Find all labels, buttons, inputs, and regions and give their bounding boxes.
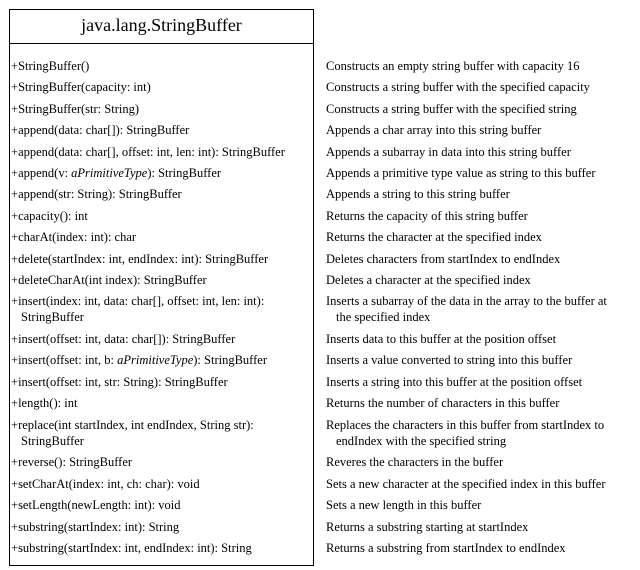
method-signature: +setLength(newLength: int): void (11, 498, 181, 513)
method-signature: +substring(startIndex: int, endIndex: int): String (11, 541, 252, 556)
method-description: Constructs a string buffer with the specified string (326, 101, 577, 116)
method-description: Inserts a value converted to string into this buffer (326, 353, 573, 368)
method-signature: +append(data: char[]): StringBuffer (11, 123, 190, 138)
method-description: Appends a char array into this string buffer (326, 123, 542, 138)
method-description: Deletes a character at the specified index (326, 272, 531, 287)
method-signature: +insert(offset: int, b: aPrimitiveType): StringBuffer (11, 353, 267, 368)
method-description: Returns the number of characters in this buffer (326, 396, 560, 411)
method-signature: +substring(startIndex: int): String (11, 519, 180, 534)
method-signature: +append(str: String): StringBuffer (11, 187, 182, 202)
method-signature: +length(): int (11, 396, 78, 411)
method-description: Inserts data to this buffer at the position offset (326, 332, 557, 347)
method-description: Inserts a string into this buffer at the position offset (326, 374, 583, 389)
method-signature: +append(data: char[], offset: int, len: int): StringBuffer (11, 144, 285, 159)
method-description: Deletes characters from startIndex to endIndex (326, 251, 561, 266)
method-signature: +replace(int startIndex, int endIndex, String str): StringBuffer (11, 417, 254, 448)
method-description: Replaces the characters in this buffer from startIndex to endIndex with the specified string (326, 417, 605, 448)
method-description: Sets a new length in this buffer (326, 498, 482, 513)
method-description: Sets a new character at the specified index in this buffer (326, 476, 606, 491)
method-description: Appends a primitive type value as string to this buffer (326, 165, 596, 180)
method-description: Returns the capacity of this string buffer (326, 208, 528, 223)
method-signature: +StringBuffer() (11, 59, 90, 73)
method-description: Appends a subarray in data into this string buffer (326, 144, 571, 159)
method-description: Constructs a string buffer with the specified capacity (326, 80, 590, 95)
method-signature: +StringBuffer(str: String) (11, 101, 140, 116)
description-list (326, 58, 636, 561)
method-description: Appends a string to this string buffer (326, 187, 510, 202)
method-signature: +setCharAt(index: int, ch: char): void (11, 476, 200, 491)
method-signature: +append(v: aPrimitiveType): StringBuffer (11, 165, 222, 180)
method-description: Constructs an empty string buffer with capacity 16 (326, 59, 580, 73)
name-divider (10, 43, 313, 44)
method-signature: +reverse(): StringBuffer (11, 455, 133, 470)
method-signature: +insert(offset: int, data: char[]): StringBuffer (11, 332, 236, 347)
method-signature: +insert(index: int, data: char[], offset: int, len: int): StringBuffer (11, 294, 265, 325)
class-name: java.lang.StringBuffer (81, 15, 242, 35)
method-description: Returns a substring from startIndex to endIndex (326, 541, 566, 556)
method-signature: +delete(startIndex: int, endIndex: int): StringBuffer (11, 251, 269, 266)
method-signature: +deleteCharAt(int index): StringBuffer (11, 272, 207, 287)
method-description: Returns the character at the specified index (326, 230, 542, 245)
method-description: Returns a substring starting at startIndex (326, 519, 529, 534)
method-description: Inserts a subarray of the data in the array to the buffer at the specified index (326, 294, 607, 325)
method-description: Reveres the characters in the buffer (326, 455, 504, 470)
method-list (9, 58, 329, 561)
method-signature: +charAt(index: int): char (11, 230, 137, 245)
method-signature: +StringBuffer(capacity: int) (11, 80, 151, 95)
method-signature: +capacity(): int (11, 208, 88, 223)
method-signature: +insert(offset: int, str: String): StringBuffer (11, 374, 228, 389)
